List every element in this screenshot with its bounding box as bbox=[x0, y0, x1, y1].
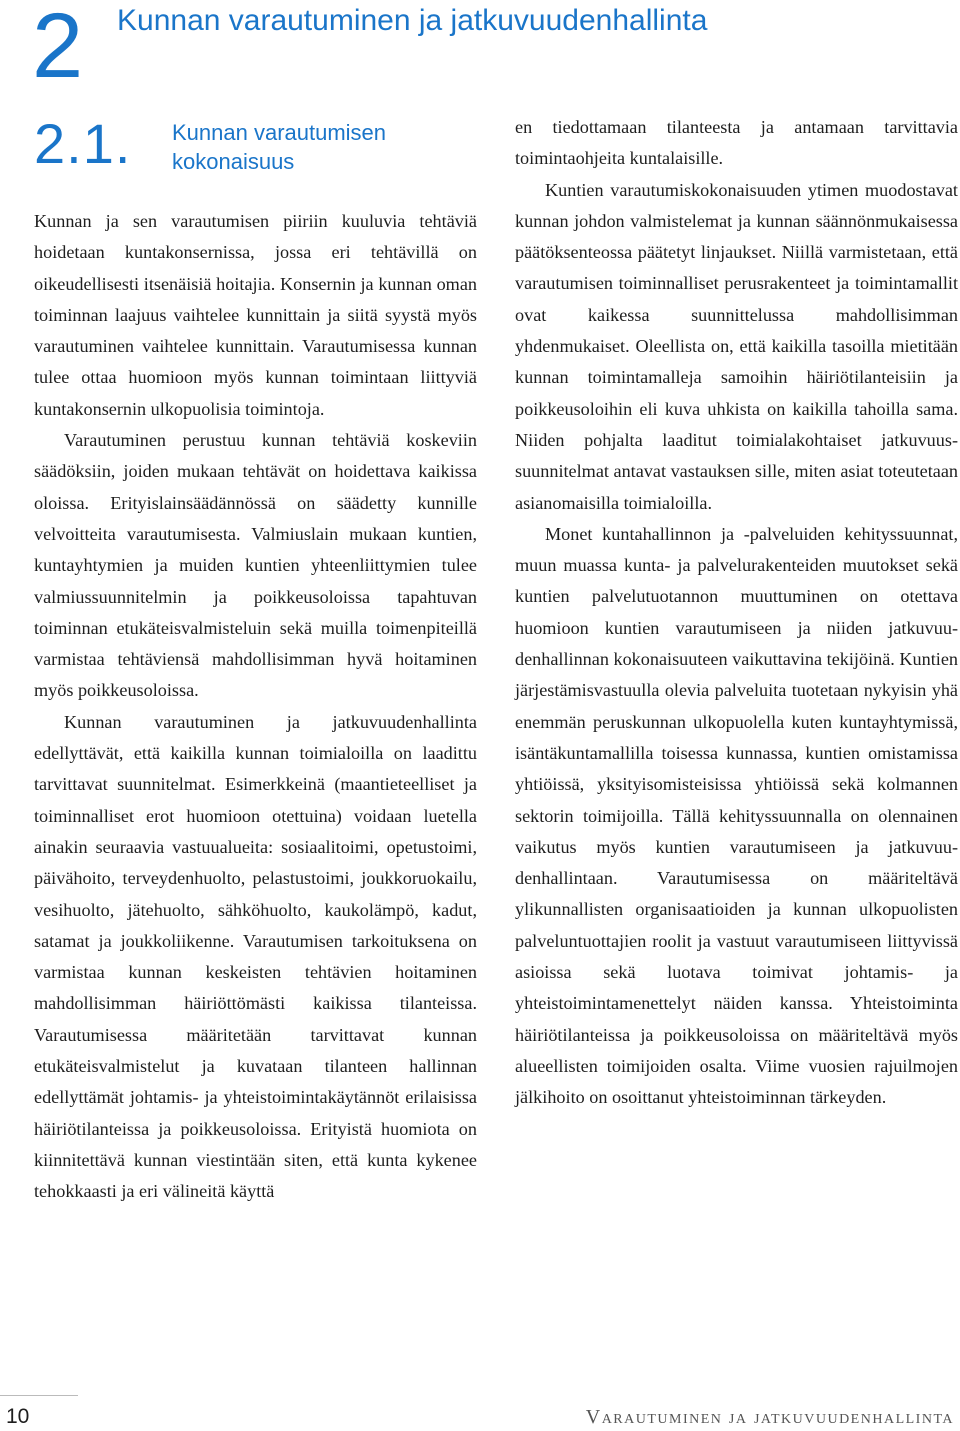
left-paragraph-1: Kunnan ja sen varautumisen piiriin kuuluvia tehtäviä hoidetaan kuntakonsernissa, jossa eri tehtävillä on oikeudellisesti itsenäisiä hoitajia. Konsernin ja kunnan oman toiminnan laajuus vaihtelee kunnittain ja siitä syystä myös varautuminen vaihtelee kunnittain. Varautumisessa kunnan tulee ottaa huomioon myös kunnan toimintaan liittyviä kuntakonsernin ulkopuolisia toimintoja. bbox=[34, 211, 477, 419]
footer-divider bbox=[0, 1395, 78, 1396]
left-paragraph-3: Kunnan varautuminen ja jatkuvuudenhallinta edellyttävät, että kaikilla kunnan toimialoilla on laadittu tarvittavat suunnitelmat. Esimerkkeinä (maantieteelliset ja toiminnalliset erot huomioon otettuina) voidaan luetella ainakin seuraavia vastuualueita: sosiaalitoimi, opetustoimi, päivähoito, terveydenhuolto, pelastustoimi, joukkoruokailu, vesihuolto, jätehuolto, sähköhuolto, kaukolämpö, kadut, satamat ja joukkoliikenne. Varautumisen tarkoituksena on varmistaa kunnan keskeisten tehtävien hoitaminen mahdollisimman häiriöttömästi kaikissa tilanteissa. Varautumisessa määritetään tarvittavat kunnan etukäteisvalmistelut ja kuvataan tilanteen hallinnan edellyttämät johtamis- ja yhteistoimintakäytännöt erilaisissa häiriötilanteissa ja poikkeusoloissa. Erityistä huomiota on kiinnitettävä kunnan viestintään siten, että kunta kykenee tehokkaasti ja eri välineitä käyttä bbox=[34, 711, 477, 1202]
right-paragraph-2: Kuntien varautumiskokonaisuuden ytimen muodostavat kunnan johdon valmistelemat ja kunnan säännönmukaisessa päätöksenteossa päätetyt linjaukset. Niillä varmistetaan, että varautumisen toiminnalliset perusrakenteet ja toimintamallit ovat kaikessa suunnittelussa mahdollisimman yhdenmukaiset. Oleellista on, että kaikilla tasoilla mietitään kunnan toimintamalleja samoihin häiriötilanteisiin ja poikkeusoloihin eli kuva uhkista on kaikilla tahoilla sama. Niiden pohjalta laaditut toimialakohtaiset jatkuvuussuunnitelmat antavat vastauksen sille, miten asiat toteutetaan asianomaisilla toimialoilla. bbox=[515, 179, 958, 513]
right-paragraph-3: Monet kuntahallinnon ja -palveluiden kehityssuunnat, muun muassa kunta- ja palvelurakenteiden muutokset sekä kuntien palvelutuotannon muuttuminen on otettava huomioon kuntien varautumiseen ja niiden jatkuvuudenhallinnan kokonaisuuteen vaikuttavina tekijöinä. Kuntien järjestämisvastuulla olevia palveluita tuotetaan nykyisin yhä enemmän peruskunnan ulkopuolella kuten kuntayhtymissä, isäntäkuntamallilla toisessa kunnassa, kuntien omistamissa yhtiöissä, yksityisomisteisissa yhtiöissä sekä kolmannen sektorin toimijoilla. Tällä kehityssuunnalla on olennainen vaikutus myös kuntien varautumiseen ja jatkuvuudenhallintaan. Varautumisessa on määriteltävä ylikunnallisten organisaatioiden ja kunnan ulkopuolisten palveluntuottajien roolit ja vastuut varautumiseen liittyvissä asioissa sekä luotava toimivat johtamis- ja yhteistoimintamenettelyt näiden kanssa. Yhteistoiminta häiriötilanteissa ja poikkeusoloissa on määriteltävä myös alueellisten toimijoiden osalta. Viime vuosien rajuilmojen jälkihoito on osoittanut yhteistoiminnan tärkeyden. bbox=[515, 523, 958, 1108]
chapter-number: 2 bbox=[32, 0, 84, 97]
right-column bbox=[515, 112, 958, 1114]
section-number: 2.1. bbox=[34, 112, 132, 175]
chapter-title: Kunnan varautuminen ja jatkuvuudenhallinta bbox=[117, 4, 708, 37]
right-paragraph-1: en tiedottamaan tilanteesta ja antamaan tarvittavia toimintaohjeita kuntalaisille. bbox=[515, 117, 958, 169]
running-title: Varautuminen ja jatkuvuudenhallinta bbox=[585, 1406, 954, 1428]
page-number: 10 bbox=[6, 1405, 30, 1428]
left-column bbox=[34, 206, 477, 1208]
left-paragraph-2: Varautuminen perustuu kunnan tehtäviä koskeviin säädöksiin, joiden mukaan tehtävät on hoidettava kaikissa oloissa. Erityislainsäädännössä on säädetty kunnille velvoitteita varautumisesta. Valmiuslain mukaan kuntien, kuntayhtymien ja muiden kuntien yhteenliittymien tulee valmiussuunnitelmin ja poikkeusoloissa tapahtuvan toiminnan etukäteisvalmisteluin sekä muilla toimenpiteillä varmistaa tehtäviensä mahdollisimman hyvä hoitaminen myös poikkeusoloissa. bbox=[34, 430, 477, 701]
section-title: Kunnan varautumisen kokonaisuus bbox=[172, 120, 387, 174]
